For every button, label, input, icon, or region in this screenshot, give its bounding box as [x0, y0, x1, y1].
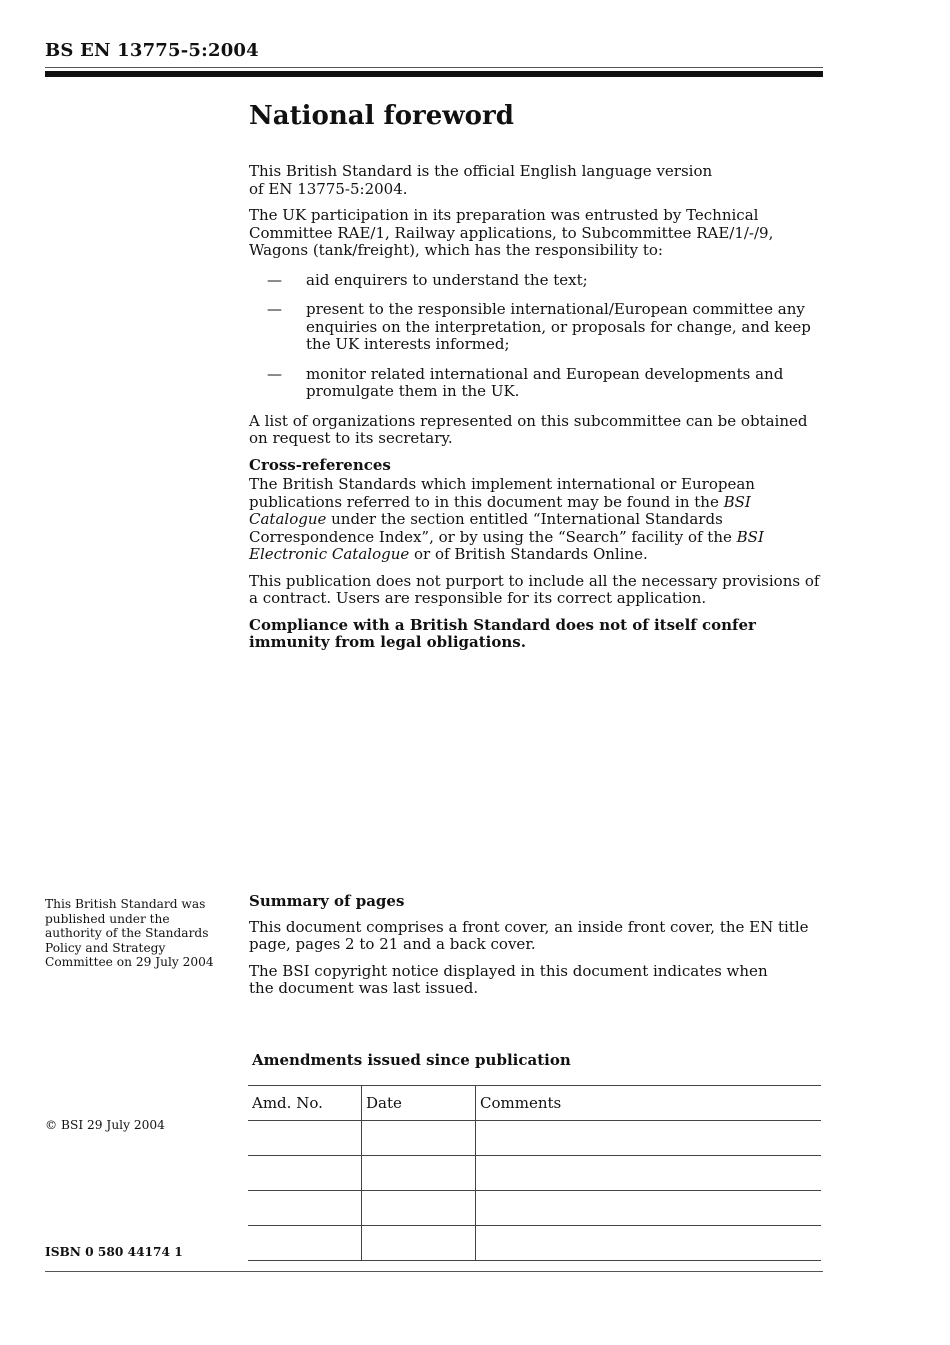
- intro-paragraph-1: This British Standard is the official English language version of EN 13775-5:2004.: [249, 162, 713, 198]
- column-header-comments: Comments: [476, 1086, 822, 1121]
- list-item: [249, 366, 824, 401]
- copyright-notice: © BSI 29 July 2004: [45, 1118, 165, 1132]
- footer-rule: [45, 1271, 823, 1272]
- table-cell: [476, 1121, 822, 1156]
- responsibility-list: [249, 272, 824, 401]
- column-header-amd-no: Amd. No.: [248, 1086, 362, 1121]
- list-item: [249, 301, 824, 354]
- table-cell: [362, 1191, 476, 1226]
- table-cell: [248, 1121, 362, 1156]
- header-thin-rule: [45, 67, 823, 68]
- foreword-body: [249, 163, 824, 661]
- bsi-electronic-catalogue-title: BSI Electronic Catalogue: [249, 527, 764, 563]
- table-cell: [248, 1191, 362, 1226]
- table-row: [248, 1226, 821, 1261]
- summary-paragraph-2: The BSI copyright notice displayed in this document indicates when the document was last issued.: [249, 961, 768, 997]
- dash-marker: —: [267, 270, 282, 289]
- list-item-text: monitor related international and European developments and promulgate them in the UK.: [306, 364, 784, 400]
- cross-references-text: [249, 476, 824, 564]
- table-cell: [248, 1226, 362, 1261]
- table-cell: [476, 1226, 822, 1261]
- cross-references-heading: Cross-references: [249, 455, 391, 474]
- cross-ref-text-c: or of British Standards Online.: [409, 545, 648, 563]
- table-cell: [476, 1191, 822, 1226]
- amendments-heading: Amendments issued since publication: [252, 1051, 571, 1069]
- dash-marker: —: [267, 300, 282, 318]
- table-header-row: [248, 1086, 821, 1121]
- table-row: [248, 1191, 821, 1226]
- isbn-number: ISBN 0 580 44174 1: [45, 1245, 183, 1259]
- list-item: [249, 272, 824, 290]
- amendments-table: [248, 1085, 821, 1261]
- table-cell: [362, 1226, 476, 1261]
- table-cell: [362, 1121, 476, 1156]
- summary-section: [249, 893, 824, 1007]
- table-cell: [362, 1156, 476, 1191]
- dash-marker: —: [267, 364, 282, 383]
- publication-authority-note: This British Standard was published under the authority of the Standards Policy and Strategy Committee on 29 July 2004: [45, 897, 214, 970]
- table-row: [248, 1121, 821, 1156]
- summary-paragraph-1: This document comprises a front cover, an inside front cover, the EN title page, pages 2 to 21 and a back cover.: [249, 917, 809, 953]
- cross-ref-text-a: The British Standards which implement international or European publications referred to in this document may be found in the: [249, 475, 755, 511]
- header-thick-rule: [45, 71, 823, 77]
- list-item-text: aid enquirers to understand the text;: [306, 270, 588, 289]
- column-header-date: Date: [362, 1086, 476, 1121]
- summary-heading: Summary of pages: [249, 892, 405, 910]
- compliance-statement: Compliance with a British Standard does not of itself confer immunity from legal obligations.: [249, 615, 756, 651]
- bsi-catalogue-title: BSI Catalogue: [249, 492, 751, 528]
- document-code: BS EN 13775-5:2004: [45, 40, 259, 61]
- table-cell: [476, 1156, 822, 1191]
- cross-ref-text-b: under the section entitled “International Standards Correspondence Index”, or by using the “Search” facility of the: [249, 510, 737, 546]
- table-row: [248, 1156, 821, 1191]
- intro-paragraph-2: The UK participation in its preparation was entrusted by Technical Committee RAE/1, Railway applications, to Subcommittee RAE/1/-/9, Wagons (tank/freight), which has the responsibility to:: [249, 206, 774, 259]
- page-title: National foreword: [249, 101, 514, 131]
- list-item-text: present to the responsible international/European committee any enquiries on the interpretation, or proposals for change, and keep the UK interests informed;: [306, 300, 811, 353]
- contract-note: This publication does not purport to include all the necessary provisions of a contract. Users are responsible for its correct application.: [249, 571, 820, 607]
- table-cell: [248, 1156, 362, 1191]
- subcommittee-note: A list of organizations represented on this subcommittee can be obtained on request to its secretary.: [249, 411, 808, 447]
